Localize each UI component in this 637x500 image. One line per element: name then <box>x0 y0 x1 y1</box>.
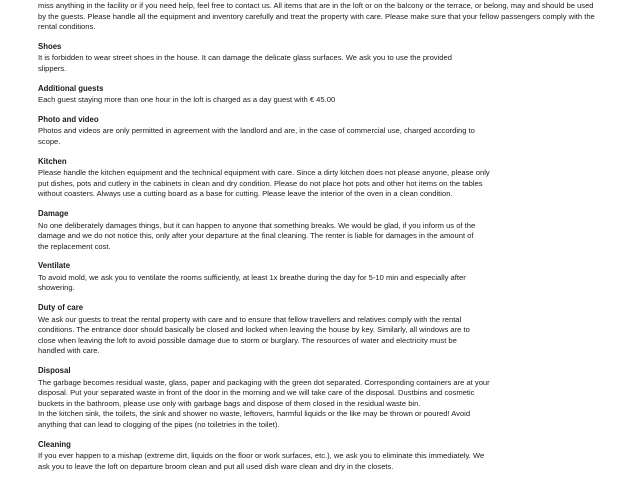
intro-line: terrace, or belong, may and should be used by the guests. Please handle all the equipment and inventory carefully and treat the <box>38 1 594 21</box>
body-line: close when leaving the loft to avoid possible damage due to storm or burglary. The resources of water and electricity must be <box>38 335 457 345</box>
section-duty-of-care <box>38 303 599 357</box>
section-additional-guests <box>38 84 599 106</box>
section-body <box>38 315 599 357</box>
section-heading: Shoes <box>38 41 62 51</box>
body-line: To avoid mold, we ask you to ventilate the rooms sufficiently, at least 1x breathe during the day for 5-10 min and especially after <box>38 272 466 282</box>
section-shoes <box>38 42 599 75</box>
body-line: ask you to leave the loft on departure broom clean and put all used dish ware clean and dry in the closets. <box>38 461 394 471</box>
body-line: slippers. <box>38 63 67 73</box>
intro-line: miss anything in the facility or if you need help, feel free to contact us. All items that are in the loft or on the balcony or the <box>38 1 445 10</box>
body-line: anything that can lead to clogging of the pipes (no toiletries in the toilet). <box>38 420 280 429</box>
body-line: scope. <box>38 136 61 146</box>
section-cleaning <box>38 440 599 473</box>
section-heading: Damage <box>38 208 69 218</box>
body-line: Photos and videos are only permitted in agreement with the landlord and are, in the case of commercial use, charged according to <box>38 126 475 136</box>
body-line: without coasters. Always use a cutting board as a base for cutting. Please leave the interior of the oven in a clean condition. <box>38 189 453 199</box>
body-line: Please handle the kitchen equipment and the technical equipment with care. Since a dirty kitchen does not please anyone, please only <box>38 168 490 178</box>
section-body <box>38 451 599 472</box>
body-line: Each guest staying more than one hour in the loft is charged as a day guest with € 45.00 <box>38 95 336 105</box>
section-heading: Disposal <box>38 366 71 376</box>
section-body <box>38 168 599 200</box>
intro-paragraph <box>38 0 599 33</box>
body-line: damage and we do not notice this, only after your departure at the final cleaning. The renter is liable for damages in the amount of <box>38 231 474 241</box>
section-body <box>38 53 599 74</box>
body-line: handled with care. <box>38 346 100 356</box>
section-body <box>38 378 599 431</box>
body-line: put dishes, pots and cutlery in the cabinets in clean and dry condition. Please do not place hot pots and other hot items on the tables <box>38 178 483 188</box>
section-heading: Kitchen <box>38 156 67 166</box>
section-body <box>38 221 599 253</box>
section-heading: Ventilate <box>38 261 71 271</box>
section-body <box>38 95 599 106</box>
body-line: No one deliberately damages things, but it can happen to anyone that something breaks. We would be glad, if you inform us of the <box>38 220 476 230</box>
section-heading: Additional guests <box>38 83 104 93</box>
section-ventilate <box>38 261 599 294</box>
body-line: disposal. Put your separated waste in front of the door in the morning and we will take care of the disposal. Dustbins and cosmetic <box>38 388 475 398</box>
section-heading: Cleaning <box>38 439 71 449</box>
section-photo-and-video <box>38 115 599 148</box>
body-line: the replacement cost. <box>38 241 111 251</box>
body-line: It is forbidden to wear street shoes in the house. It can damage the delicate glass surfaces. We ask you to use the provided <box>38 53 452 63</box>
section-body <box>38 126 599 147</box>
body-line: If you ever happen to a mishap (extreme dirt, liquids on the floor or work surfaces, etc.), we ask you to eliminate this immediately. We <box>38 451 485 461</box>
body-line: We ask our guests to treat the rental property with care and to ensure that fellow travellers and relatives comply with the rental <box>38 314 462 324</box>
body-line: conditions. The entrance door should basically be closed and locked when leaving the house by key. Similarly, all windows are to <box>38 325 470 335</box>
intro-line: property with care. Please make sure that your fellow passengers comply with the rental conditions. <box>38 11 595 32</box>
section-kitchen <box>38 157 599 200</box>
section-heading: Duty of care <box>38 303 84 313</box>
section-heading: Photo and video <box>38 114 99 124</box>
body-line: The garbage becomes residual waste, glass, paper and packaging with the green dot separated. Corresponding containers are at your <box>38 377 490 387</box>
section-damage <box>38 209 599 252</box>
section-disposal <box>38 366 599 431</box>
body-line: buckets in the bathroom, please use only with garbage bags and dispose of them closed in the residual waste bin. <box>38 398 421 408</box>
body-line: showering. <box>38 283 75 293</box>
body-line: In the kitchen sink, the toilets, the sink and shower no waste, leftovers, harmful liquids or the like may be thrown or poured! Avoid <box>38 409 471 419</box>
section-body <box>38 273 599 294</box>
